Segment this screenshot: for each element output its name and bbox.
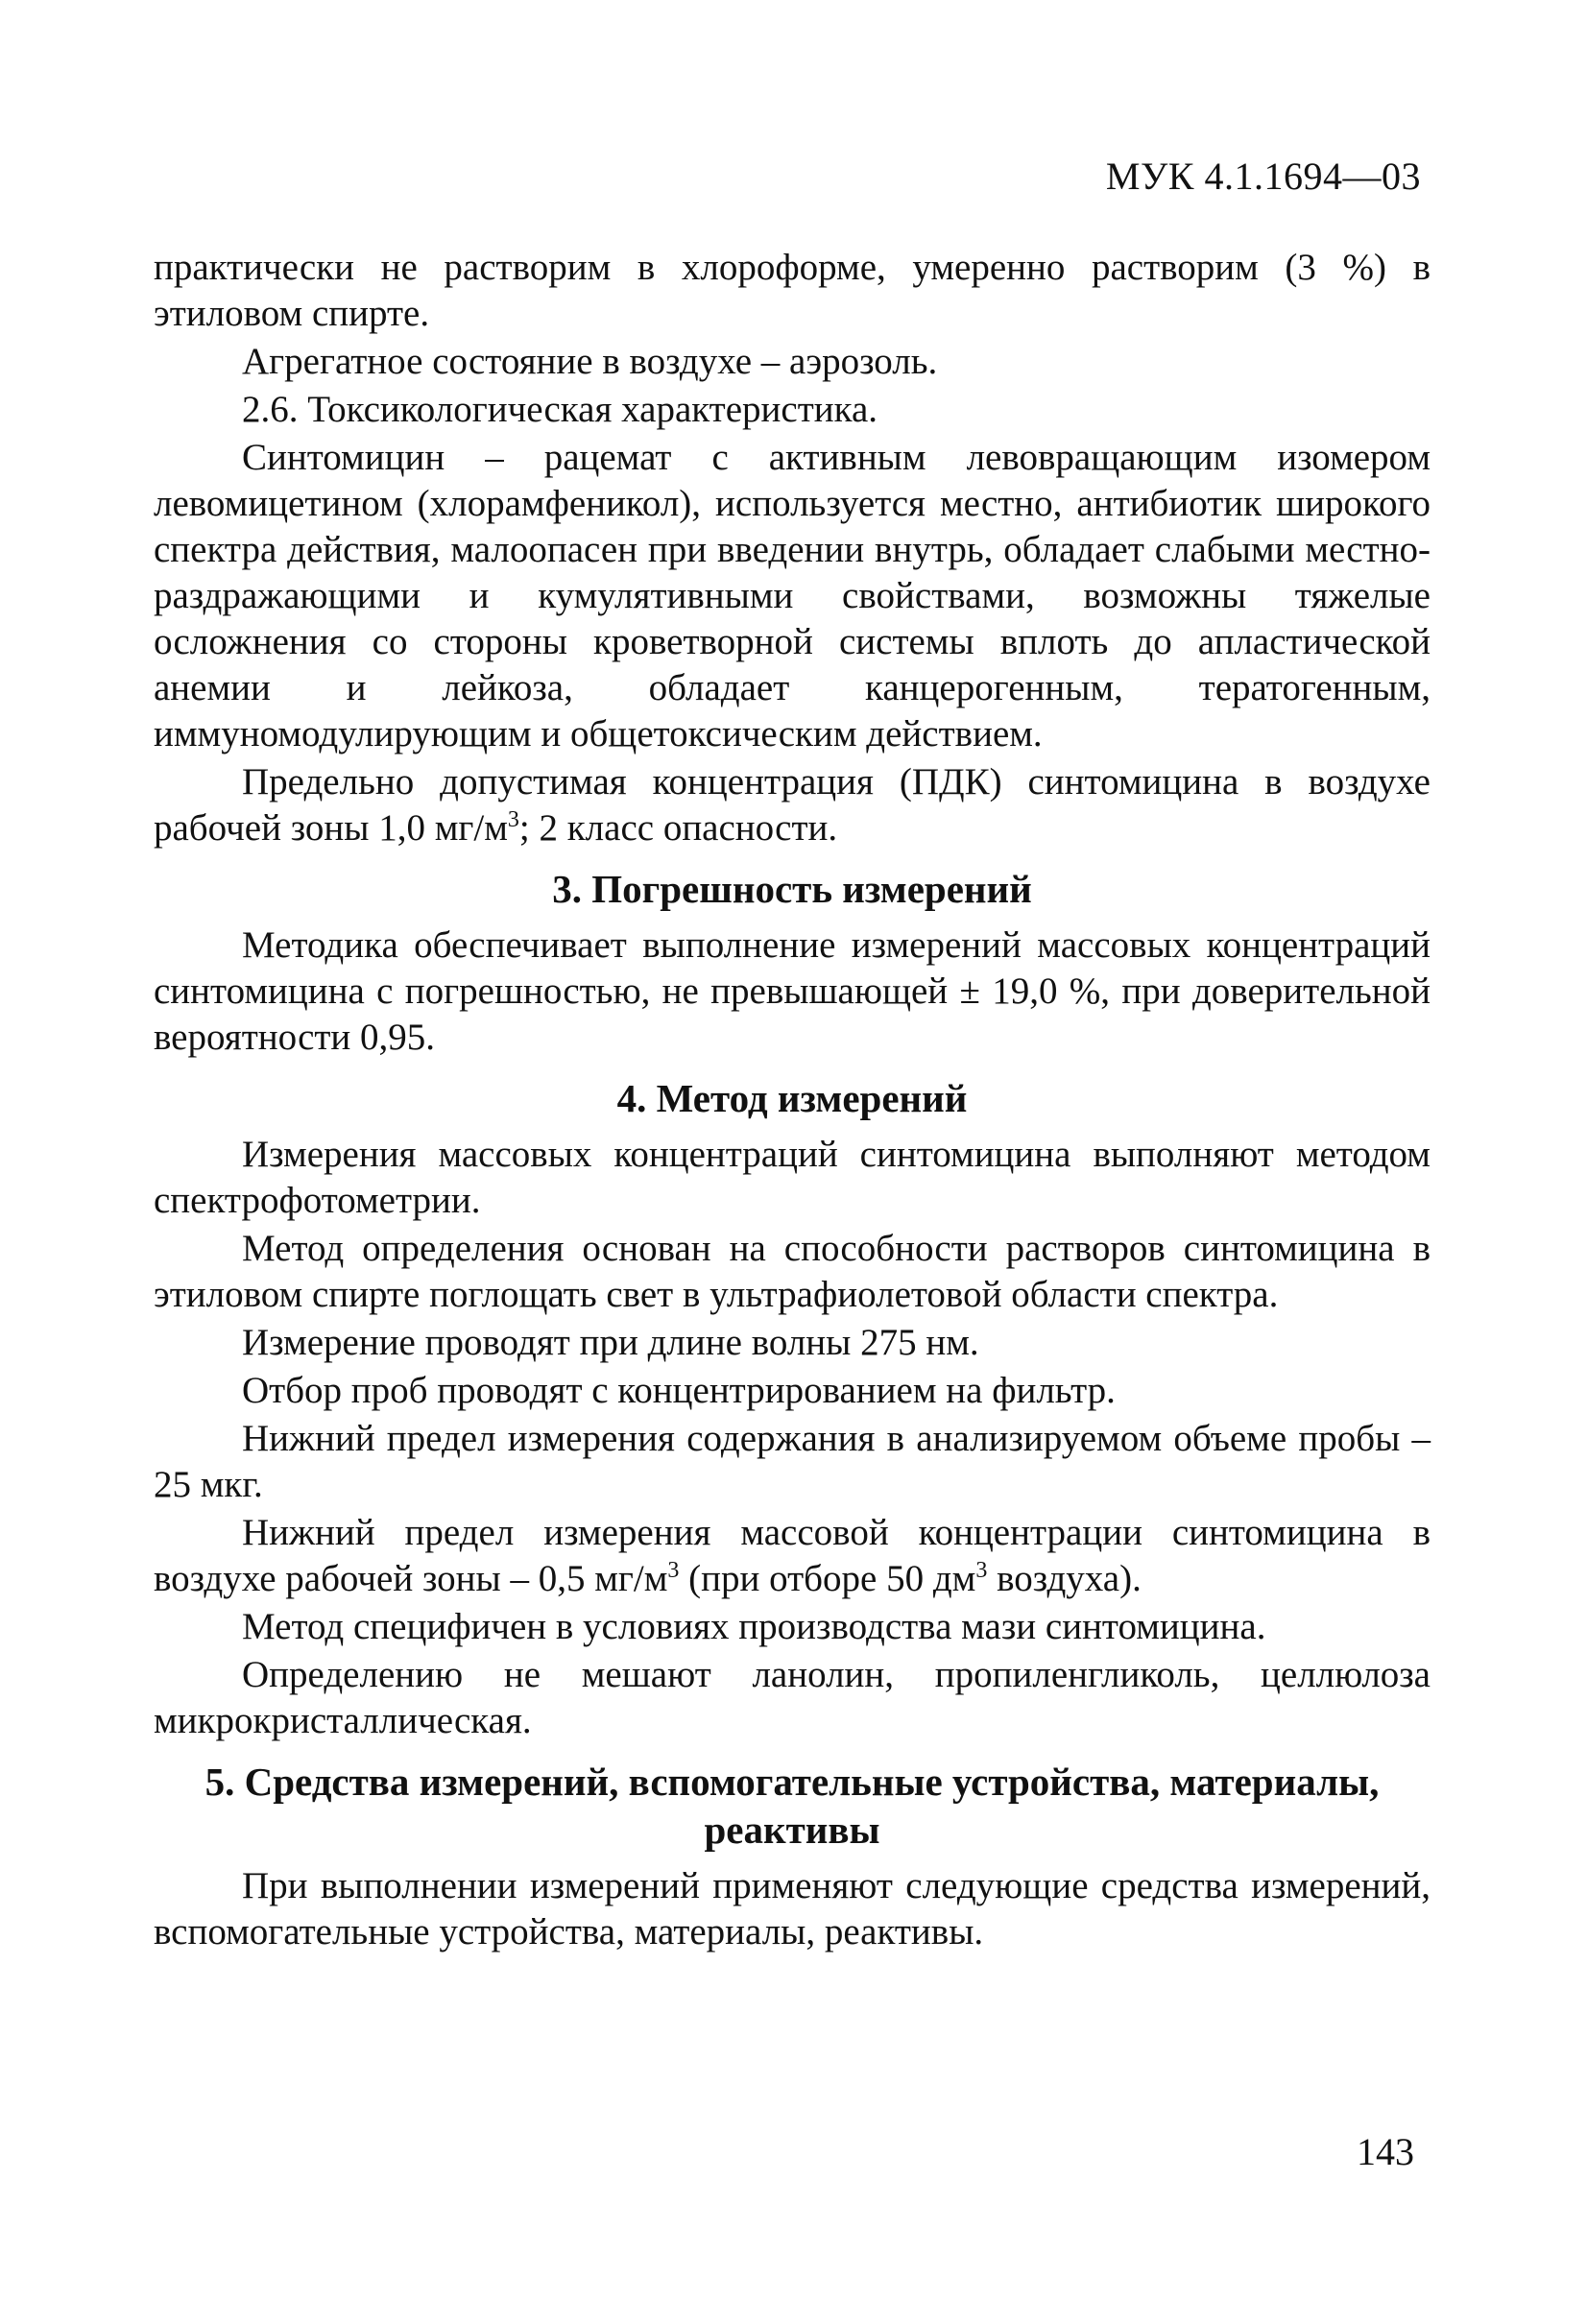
pdk-text-end: ; 2 класс опасности. <box>518 807 838 849</box>
section-3-paragraph: Методика обеспечивает выполнение измерений массовых концентраций синтомицина с погрешностью, не превышающей ± 19,0 %, при доверительной вероятности 0,95. <box>154 924 1431 1058</box>
paragraph-aggregate-state: Агрегатное состояние в воздухе – аэрозоль. <box>242 341 938 382</box>
section-5-paragraph: При выполнении измерений применяют следующие средства измерений, вспомогательные устройства, материалы, реактивы. <box>154 1865 1431 1953</box>
paragraph-pdk <box>154 759 1431 851</box>
section-4-paragraph-7: Метод специфичен в условиях производства мази синтомицина. <box>242 1606 1266 1647</box>
limit-text: Нижний предел измерения массовой концентрации синтомицина в воздухе рабочей зоны – 0,5 мг/м <box>154 1512 1431 1599</box>
paragraph-solubility: практически не растворим в хлороформе, умеренно растворим (3 %) в этиловом спирте. <box>154 247 1431 334</box>
section-4-paragraph-2: Метод определения основан на способности растворов синтомицина в этиловом спирте поглощать свет в ультрафиолетовой области спектра. <box>154 1228 1431 1315</box>
section-4-paragraph-5: Нижний предел измерения содержания в анализируемом объеме пробы – 25 мкг. <box>154 1418 1431 1505</box>
section-3-heading: 3. Погрешность измерений <box>552 867 1032 911</box>
limit-superscript-1: 3 <box>667 1558 680 1583</box>
document-code-header: МУК 4.1.1694—03 <box>1105 155 1421 198</box>
section-4-paragraph-1: Измерения массовых концентраций синтомицина выполняют методом спектрофотометрии. <box>154 1134 1431 1221</box>
pdk-superscript: 3 <box>507 807 519 832</box>
document-body <box>154 245 1431 1957</box>
limit-text-mid: (при отборе 50 дм <box>679 1558 976 1599</box>
section-4-paragraph-4: Отбор проб проводят с концентрированием на фильтр. <box>242 1370 1116 1411</box>
paragraph-toxicology-title: 2.6. Токсикологическая характеристика. <box>242 389 878 430</box>
paragraph-toxicology: Синтомицин – рацемат с активным левовращающим изомером левомицетином (хлорамфеникол), используется местно, антибиотик широкого спектра действия, малоопасен при введении внутрь, обладает слабыми местно-раздражающими и кумулятивными свойствами, возможны тяжелые осложнения со стороны кроветворной системы вплоть до апластической анемии и лейкоза, обладает канцерогенным, тератогенным, иммуномодулирующим и общетоксическим действием. <box>154 437 1431 755</box>
page-number: 143 <box>1357 2130 1414 2173</box>
limit-superscript-2: 3 <box>975 1558 988 1583</box>
limit-text-end: воздуха). <box>987 1558 1142 1599</box>
section-4-paragraph-6 <box>154 1510 1431 1602</box>
section-5-heading: 5. Средства измерений, вспомогательные устройства, материалы, реактивы <box>204 1760 1380 1852</box>
section-4-paragraph-8: Определению не мешают ланолин, пропиленгликоль, целлюлоза микрокристаллическая. <box>154 1654 1431 1741</box>
section-4-paragraph-3: Измерение проводят при длине волны 275 нм. <box>242 1322 979 1363</box>
pdk-text: Предельно допустимая концентрация (ПДК) синтомицина в воздухе рабочей зоны 1,0 мг/м <box>154 761 1431 849</box>
section-4-heading: 4. Метод измерений <box>616 1076 968 1120</box>
